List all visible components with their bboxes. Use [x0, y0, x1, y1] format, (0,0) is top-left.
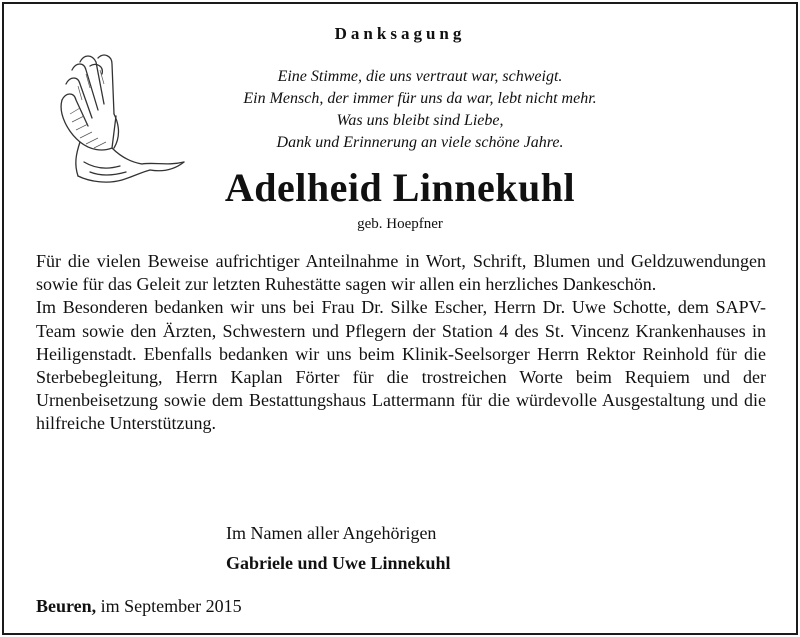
deceased-name: Adelheid Linnekuhl [224, 165, 576, 210]
notice-heading: Danksagung [334, 24, 466, 43]
memorial-poem [194, 66, 646, 154]
obituary-card [2, 2, 798, 635]
poem-line: Eine Stimme, die uns vertraut war, schweigt. [277, 68, 563, 85]
poem-line: Ein Mensch, der immer für uns da war, lebt nicht mehr. [243, 90, 597, 107]
acknowledgement-text [36, 250, 766, 436]
date: im September 2015 [100, 596, 242, 616]
birth-name: geb. Hoepfner [357, 216, 443, 232]
poem-line: Dank und Erinnerung an viele schöne Jahre. [276, 134, 564, 151]
signoff-names: Gabriele und Uwe Linnekuhl [226, 553, 451, 573]
place: Beuren, [36, 596, 97, 616]
signoff [226, 518, 451, 578]
place-date [36, 596, 242, 617]
poem-line: Was uns bleibt sind Liebe, [336, 112, 504, 129]
paragraph: Für die vielen Beweise aufrichtiger Anteilnahme in Wort, Schrift, Blumen und Geldzuwendungen sowie für das Geleit zur letzten Ruhestätte sagen wir allen ein herzliches Dankeschön. [36, 251, 766, 295]
paragraph: Im Besonderen bedanken wir uns bei Frau Dr. Silke Escher, Herrn Dr. Uwe Schotte, dem SAPV-Team sowie den Ärzten, Schwestern und Pflegern der Station 4 des St. Vincenz Krankenhauses in Heiligenstadt. Ebenfalls bedanken wir uns beim Klinik-Seelsorger Herrn Rektor Reinhold für die Sterbebegleitung, Herrn Kaplan Förter für die trostreichen Worte beim Requiem und der Urnenbeisetzung sowie dem Bestattungshaus Lattermann für die würdevolle Ausgestaltung und die hilfreiche Unterstützung. [36, 297, 766, 434]
signoff-intro: Im Namen aller Angehörigen [226, 523, 437, 543]
